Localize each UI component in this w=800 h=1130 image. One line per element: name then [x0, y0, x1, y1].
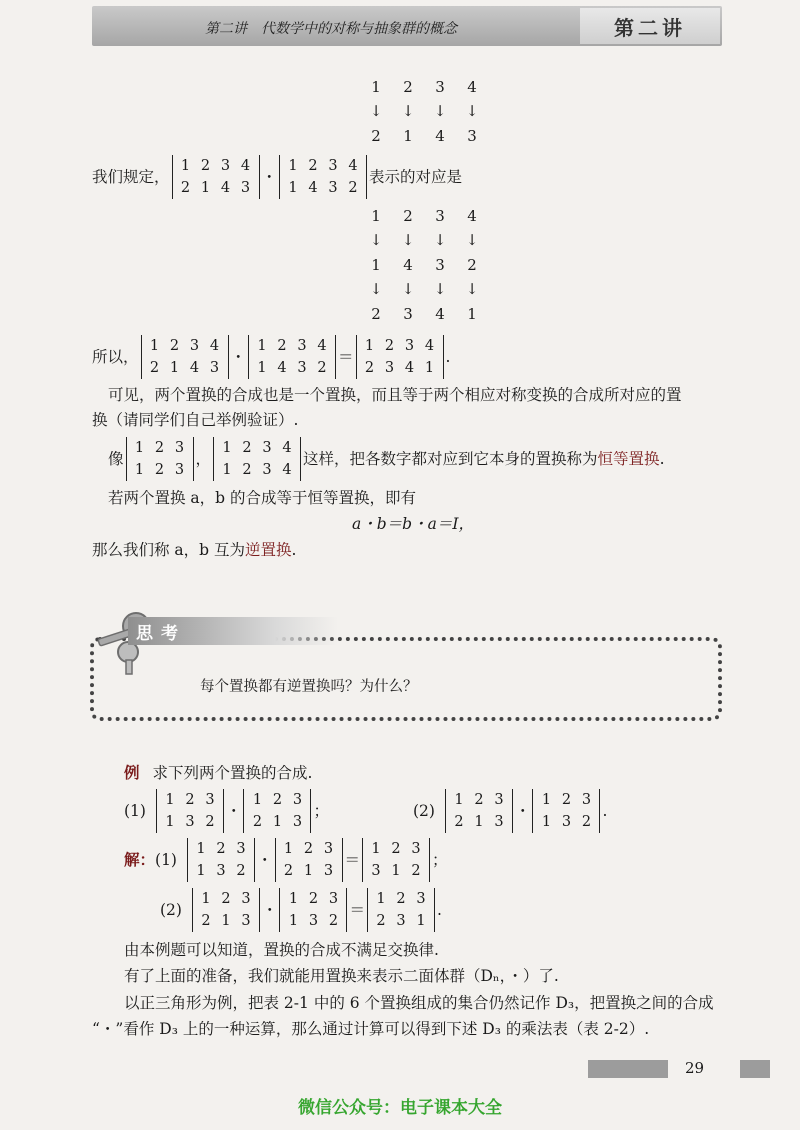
- identity-prefix: 像: [108, 450, 124, 468]
- matrix-s2-a: [192, 888, 260, 932]
- solution-label: 解：: [124, 850, 156, 869]
- matrix-s2-b: [279, 888, 347, 932]
- closing-line4: “・”看作 D₃ 上的一种运算，那么通过计算可以得到下述 D₃ 的乘法表（表 2-2）.: [92, 1020, 650, 1038]
- semicolon: ；: [432, 851, 448, 869]
- mapping-diagram-2: [360, 207, 488, 323]
- mapping2-arrows-1: [360, 233, 488, 248]
- arrow-down-icon: ↓: [433, 102, 447, 120]
- matrix-entry: 1: [376, 891, 386, 907]
- matrix-entry: 2: [154, 440, 165, 456]
- matrix-entry: 1: [288, 891, 299, 907]
- matrix-entry: 2: [272, 792, 283, 808]
- matrix-entry: 2: [180, 180, 191, 196]
- mapping2-r3: [360, 305, 488, 323]
- matrix-entry: 2: [364, 360, 375, 376]
- solution-2-label: (2): [160, 901, 182, 919]
- matrix-p2-a: [445, 789, 513, 833]
- identity-text: 这样，把各数字都对应到它本身的置换称为: [303, 450, 598, 468]
- matrix-entry: 3: [240, 180, 251, 196]
- matrix-entry: 3: [384, 360, 395, 376]
- dot-operator: ・: [256, 851, 273, 869]
- matrix-identity-4: [213, 437, 301, 481]
- matrix-entry: 2: [236, 863, 246, 879]
- mapping-diagram-1: [360, 78, 488, 145]
- matrix-entry: 4: [282, 440, 292, 456]
- matrix-entry: 1: [288, 158, 298, 174]
- dot-operator: ・: [261, 168, 278, 186]
- matrix-entry: 3: [236, 841, 246, 857]
- dot-operator: ・: [514, 802, 531, 820]
- matrix-entry: 4: [404, 360, 415, 376]
- matrix-a: [172, 155, 260, 199]
- matrix-entry: 4: [189, 360, 200, 376]
- matrix-entry: 3: [371, 863, 381, 879]
- matrix-entry: 1: [196, 863, 206, 879]
- matrix-entry: 3: [308, 913, 319, 929]
- matrix-entry: 1: [283, 841, 294, 857]
- period: .: [291, 541, 297, 559]
- matrix-entry: 3: [297, 338, 307, 354]
- mapping-number: 4: [467, 78, 477, 96]
- mapping-number: 2: [403, 207, 413, 225]
- matrix-entry: 3: [292, 814, 303, 830]
- matrix-entry: 4: [209, 338, 220, 354]
- matrix-b: [248, 335, 336, 379]
- mapping-number: 2: [371, 127, 381, 145]
- matrix-s1-a: [187, 838, 255, 882]
- mapping1-bottom: [360, 127, 488, 145]
- matrix-entry: 3: [174, 440, 185, 456]
- matrix-entry: 1: [454, 792, 464, 808]
- matrix-entry: 3: [494, 792, 504, 808]
- matrix-entry: 1: [252, 792, 263, 808]
- matrix-entry: 2: [169, 338, 180, 354]
- inverse-formula: a・b＝b・a＝I，: [352, 515, 474, 533]
- equals-sign: ＝: [349, 901, 365, 919]
- arrow-down-icon: ↓: [433, 280, 447, 298]
- matrix-entry: 3: [174, 462, 185, 478]
- solution-2-line: [160, 888, 442, 932]
- matrix-entry: 3: [404, 338, 415, 354]
- header-title: 第二讲 代数学中的对称与抽象群的概念: [205, 21, 457, 37]
- matrix-entry: 2: [149, 360, 160, 376]
- mapping-number: 3: [467, 127, 477, 145]
- matrix-entry: 2: [391, 841, 401, 857]
- closing-line1: 由本例题可以知道，置换的合成不满足交换律.: [124, 941, 439, 959]
- matrix-entry: 3: [396, 913, 406, 929]
- matrix-p1-a: [156, 789, 224, 833]
- matrix-entry: 2: [283, 863, 294, 879]
- mapping-number: 3: [435, 78, 445, 96]
- footer-bar: [588, 1060, 668, 1078]
- matrix-entry: 1: [303, 863, 314, 879]
- think-question: 每个置换都有逆置换吗？为什么？: [200, 679, 418, 695]
- matrix-entry: 2: [252, 814, 263, 830]
- term-identity-permutation: 恒等置换: [597, 450, 660, 468]
- mapping-number: 2: [467, 256, 477, 274]
- matrix-entry: 2: [474, 792, 484, 808]
- matrix-entry: 3: [297, 360, 307, 376]
- matrix-entry: 3: [262, 462, 272, 478]
- matrix-entry: 3: [323, 841, 334, 857]
- dot-operator: ・: [230, 348, 247, 366]
- matrix-entry: 2: [303, 841, 314, 857]
- matrix-entry: 1: [222, 440, 232, 456]
- matrix-entry: 1: [222, 462, 232, 478]
- mapping-number: 4: [403, 256, 413, 274]
- matrix-identity-3: [126, 437, 194, 481]
- matrix-entry: 3: [411, 841, 421, 857]
- matrix-entry: 3: [241, 913, 251, 929]
- matrix-entry: 1: [196, 841, 206, 857]
- matrix-entry: 4: [277, 360, 287, 376]
- matrix-entry: 2: [154, 462, 165, 478]
- matrix-entry: 3: [216, 863, 226, 879]
- mapping1-arrows: [360, 104, 488, 119]
- mapping-number: 4: [467, 207, 477, 225]
- mapping-number: 1: [467, 305, 477, 323]
- matrix-entry: 2: [308, 891, 319, 907]
- matrix-entry: 2: [277, 338, 287, 354]
- matrix-entry: 1: [134, 462, 145, 478]
- matrix-entry: 3: [561, 814, 572, 830]
- arrow-down-icon: ↓: [369, 280, 383, 298]
- problem-1-label: (1): [124, 802, 146, 820]
- matrix-entry: 1: [165, 814, 175, 830]
- matrix-entry: 2: [396, 891, 406, 907]
- matrix-entry: 2: [205, 814, 215, 830]
- mapping-number: 3: [435, 207, 445, 225]
- think-label: 思考: [128, 617, 338, 645]
- matrix-entry: 2: [561, 792, 572, 808]
- matrix-entry: 3: [205, 792, 215, 808]
- matrix-entry: 1: [180, 158, 191, 174]
- matrix-s2-result: [367, 888, 435, 932]
- matrix-entry: 2: [242, 440, 252, 456]
- period: .: [437, 901, 442, 919]
- mapping1-top: [360, 78, 488, 96]
- closing-line2: 有了上面的准备，我们就能用置换来表示二面体群（Dₙ，・）了.: [124, 967, 559, 985]
- matrix-entry: 4: [317, 338, 327, 354]
- inverse-line3: [92, 538, 296, 562]
- matrix-entry: 1: [200, 180, 211, 196]
- comma: ，: [195, 450, 212, 468]
- arrow-down-icon: ↓: [465, 231, 479, 249]
- matrix-entry: 4: [220, 180, 231, 196]
- matrix-entry: 3: [185, 814, 195, 830]
- arrow-down-icon: ↓: [433, 231, 447, 249]
- matrix-entry: 4: [308, 180, 318, 196]
- matrix-entry: 1: [416, 913, 426, 929]
- arrow-down-icon: ↓: [465, 102, 479, 120]
- matrix-entry: 3: [328, 180, 338, 196]
- matrix-entry: 4: [424, 338, 435, 354]
- matrix-s1-result: [362, 838, 430, 882]
- matrix-entry: 1: [371, 841, 381, 857]
- matrix-entry: 2: [201, 913, 211, 929]
- mapping-number: 1: [403, 127, 413, 145]
- matrix-entry: 1: [272, 814, 283, 830]
- semicolon: ；: [313, 802, 329, 820]
- arrow-down-icon: ↓: [401, 231, 415, 249]
- mapping2-r1: [360, 207, 488, 225]
- arrow-down-icon: ↓: [465, 280, 479, 298]
- matrix-b: [279, 155, 367, 199]
- mapping2-r2: [360, 256, 488, 274]
- matrix-entry: 2: [376, 913, 386, 929]
- matrix-entry: 2: [308, 158, 318, 174]
- period: .: [445, 348, 451, 366]
- matrix-entry: 1: [257, 338, 267, 354]
- mapping-number: 2: [403, 78, 413, 96]
- arrow-down-icon: ↓: [401, 102, 415, 120]
- para1-line1: 可见，两个置换的合成也是一个置换，而且等于两个相应对称变换的合成所对应的置: [108, 386, 682, 404]
- period: .: [602, 802, 608, 820]
- matrix-entry: 3: [241, 891, 251, 907]
- matrix-entry: 2: [242, 462, 252, 478]
- matrix-entry: 3: [220, 158, 231, 174]
- matrix-entry: 1: [149, 338, 160, 354]
- term-inverse-permutation: 逆置换: [245, 541, 292, 559]
- matrix-entry: 3: [494, 814, 504, 830]
- matrix-entry: 2: [581, 814, 592, 830]
- matrix-entry: 2: [411, 863, 421, 879]
- matrix-entry: 2: [454, 814, 464, 830]
- page-number: 29: [685, 1059, 705, 1077]
- closing-line3: 以正三角形为例，把表 2-1 中的 6 个置换组成的集合仍然记作 D₃，把置换之间的合成: [124, 994, 714, 1012]
- mapping-number: 4: [435, 305, 445, 323]
- footer-bar: [740, 1060, 770, 1078]
- mapping-number: 2: [371, 305, 381, 323]
- matrix-entry: 3: [328, 891, 339, 907]
- matrix-entry: 1: [165, 792, 175, 808]
- matrix-entry: 1: [364, 338, 375, 354]
- mapping-number: 1: [371, 207, 381, 225]
- equals-sign: ＝: [344, 851, 361, 869]
- matrix-entry: 3: [209, 360, 220, 376]
- mapping-number: 3: [403, 305, 413, 323]
- example-label: 例: [124, 763, 140, 782]
- mapping2-arrows-2: [360, 282, 488, 297]
- matrix-entry: 2: [317, 360, 327, 376]
- matrix-entry: 2: [185, 792, 195, 808]
- matrix-entry: 1: [288, 180, 298, 196]
- mapping-number: 1: [371, 256, 381, 274]
- matrix-entry: 3: [292, 792, 303, 808]
- matrix-entry: 1: [424, 360, 435, 376]
- para1-line2: 换（请同学们自己举例验证）.: [92, 411, 299, 429]
- inverse-line3-prefix: 那么我们称 a，b 互为: [92, 541, 246, 559]
- header-chapter: 第二讲: [580, 8, 720, 44]
- matrix-entry: 3: [323, 863, 334, 879]
- problem-2-label: (2): [413, 802, 435, 820]
- so-line: [92, 335, 450, 379]
- matrix-entry: 1: [541, 814, 552, 830]
- mapping-number: 1: [371, 78, 381, 96]
- matrix-entry: 1: [391, 863, 401, 879]
- matrix-entry: 2: [221, 891, 231, 907]
- matrix-result: [356, 335, 444, 379]
- matrix-p1-b: [243, 789, 311, 833]
- matrix-entry: 1: [257, 360, 267, 376]
- dot-operator: ・: [225, 802, 242, 820]
- matrix-entry: 1: [201, 891, 211, 907]
- arrow-down-icon: ↓: [369, 231, 383, 249]
- matrix-entry: 3: [189, 338, 200, 354]
- matrix-entry: 2: [384, 338, 395, 354]
- problem-line: [124, 789, 607, 833]
- solution-1-label: (1): [155, 851, 177, 869]
- matrix-entry: 2: [216, 841, 226, 857]
- matrix-s1-b: [275, 838, 343, 882]
- matrix-entry: 1: [288, 913, 299, 929]
- mapping-number: 3: [435, 256, 445, 274]
- equals-sign: ＝: [338, 348, 354, 366]
- matrix-entry: 1: [541, 792, 552, 808]
- arrow-down-icon: ↓: [401, 280, 415, 298]
- rule-prefix: 我们规定，: [92, 168, 170, 186]
- rule-line: [92, 155, 462, 199]
- matrix-entry: 1: [134, 440, 145, 456]
- matrix-entry: 2: [328, 913, 339, 929]
- period: .: [659, 450, 665, 468]
- matrix-entry: 4: [348, 158, 358, 174]
- inverse-line1: 若两个置换 a，b 的合成等于恒等置换，即有: [108, 489, 417, 507]
- solution-1-line: [124, 838, 448, 882]
- matrix-entry: 2: [348, 180, 358, 196]
- example-text: 求下列两个置换的合成.: [152, 764, 313, 782]
- mapping-number: 4: [435, 127, 445, 145]
- arrow-down-icon: ↓: [369, 102, 383, 120]
- matrix-entry: 1: [474, 814, 484, 830]
- matrix-entry: 4: [240, 158, 251, 174]
- identity-line: [108, 437, 665, 481]
- matrix-entry: 3: [328, 158, 338, 174]
- matrix-entry: 3: [262, 440, 272, 456]
- matrix-entry: 1: [169, 360, 180, 376]
- so-prefix: 所以，: [92, 348, 139, 366]
- rule-suffix: 表示的对应是: [369, 168, 463, 186]
- matrix-entry: 3: [416, 891, 426, 907]
- matrix-entry: 1: [221, 913, 231, 929]
- matrix-entry: 3: [581, 792, 592, 808]
- matrix-entry: 2: [200, 158, 211, 174]
- watermark: 微信公众号：电子课本大全: [298, 1098, 502, 1118]
- matrix-a: [141, 335, 229, 379]
- matrix-entry: 4: [282, 462, 292, 478]
- dot-operator: ・: [261, 901, 278, 919]
- matrix-p2-b: [532, 789, 600, 833]
- example-line: [124, 761, 312, 785]
